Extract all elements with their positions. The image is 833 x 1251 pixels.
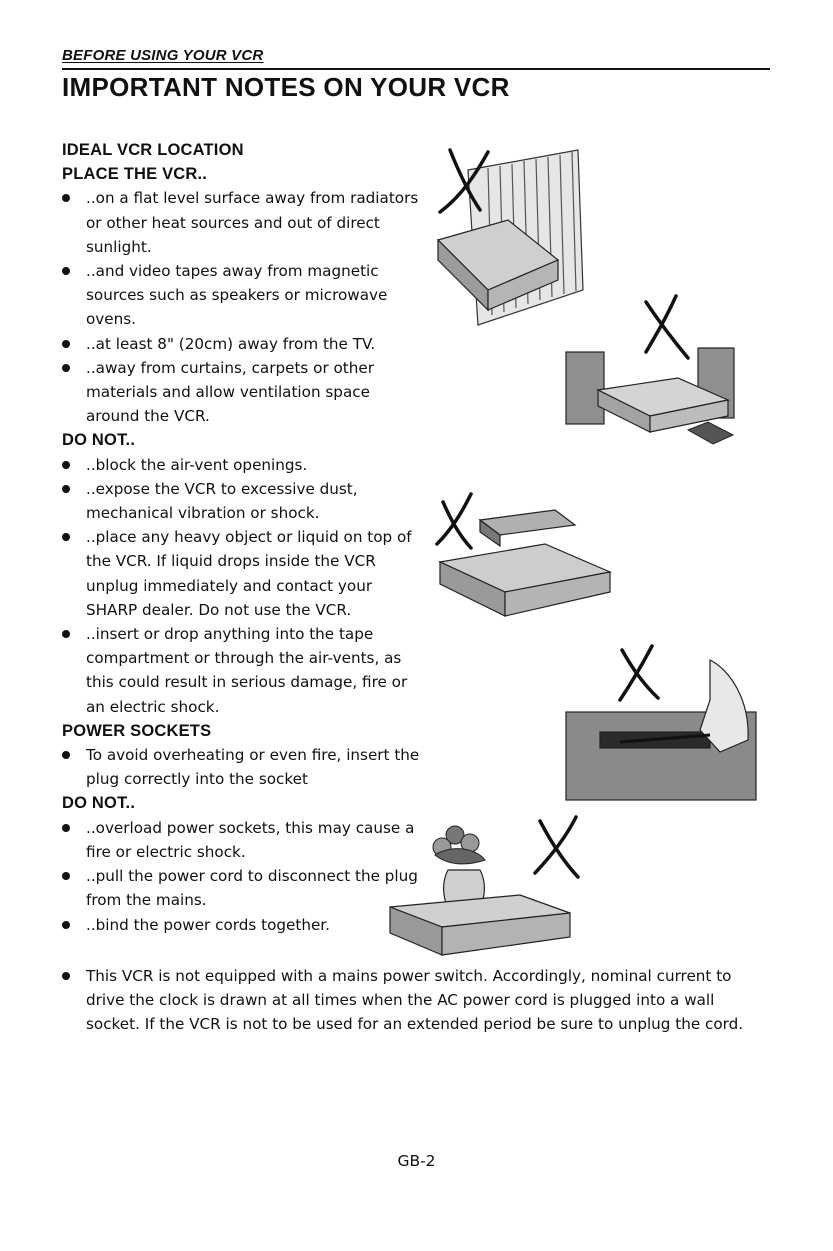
power-donot-list bbox=[62, 816, 422, 937]
heavy-object-illustration bbox=[425, 480, 630, 620]
cross-out-icon bbox=[535, 817, 578, 877]
list-item: ..at least 8" (20cm) away from the TV. bbox=[62, 332, 422, 356]
list-item: ..block the air-vent openings. bbox=[62, 453, 422, 477]
list-item: To avoid overheating or even fire, insert the plug correctly into the socket bbox=[62, 743, 422, 791]
donot-list bbox=[62, 453, 422, 719]
cross-out-icon bbox=[620, 646, 658, 700]
page-number: GB-2 bbox=[397, 1152, 436, 1170]
cross-out-icon bbox=[646, 296, 688, 358]
list-item: ..bind the power cords together. bbox=[62, 913, 422, 937]
list-item: ..on a flat level surface away from radiators or other heat sources and out of direct sunlight. bbox=[62, 186, 422, 259]
flowers-icon bbox=[433, 826, 485, 864]
object-icon bbox=[480, 510, 575, 546]
list-item: ..pull the power cord to disconnect the plug from the mains. bbox=[62, 864, 422, 912]
vase-illustration bbox=[380, 815, 600, 960]
insert-object-illustration bbox=[560, 640, 765, 805]
list-item: ..place any heavy object or liquid on top of the VCR. If liquid drops inside the VCR unplug immediately and contact your SHARP dealer. Do not use the VCR. bbox=[62, 525, 422, 622]
list-item: ..expose the VCR to excessive dust, mechanical vibration or shock. bbox=[62, 477, 422, 525]
place-list bbox=[62, 186, 422, 428]
vcr-icon bbox=[440, 544, 610, 616]
section-label: BEFORE USING YOUR VCR bbox=[62, 47, 264, 64]
page-title: IMPORTANT NOTES ON YOUR VCR bbox=[62, 72, 510, 102]
heading-power-do-not: DO NOT.. bbox=[62, 794, 136, 813]
speakers-illustration bbox=[558, 290, 763, 450]
cross-out-icon bbox=[437, 494, 471, 548]
heading-place-the-vcr: PLACE THE VCR.. bbox=[62, 165, 208, 184]
list-item: ..and video tapes away from magnetic sources such as speakers or microwave ovens. bbox=[62, 259, 422, 332]
header-rule bbox=[62, 68, 770, 70]
heading-do-not: DO NOT.. bbox=[62, 431, 136, 450]
heading-power-sockets: POWER SOCKETS bbox=[62, 721, 212, 740]
remote-icon bbox=[688, 422, 733, 444]
power-list bbox=[62, 743, 422, 791]
mains-switch-note bbox=[62, 964, 762, 1037]
list-item: This VCR is not equipped with a mains power switch. Accordingly, nominal current to drive the clock is drawn at all times when the AC power cord is plugged into a wall socket. If the VCR is not to be used for an extended period be sure to unplug the cord. bbox=[62, 964, 762, 1037]
list-item: ..insert or drop anything into the tape compartment or through the air-vents, as this could result in serious damage, fire or an electric shock. bbox=[62, 622, 422, 719]
main-text-column bbox=[62, 140, 422, 937]
list-item: ..overload power sockets, this may cause a fire or electric shock. bbox=[62, 816, 422, 864]
vcr-icon bbox=[390, 895, 570, 955]
list-item: ..away from curtains, carpets or other materials and allow ventilation space around the VCR. bbox=[62, 356, 422, 429]
heading-ideal-location: IDEAL VCR LOCATION bbox=[62, 141, 244, 159]
